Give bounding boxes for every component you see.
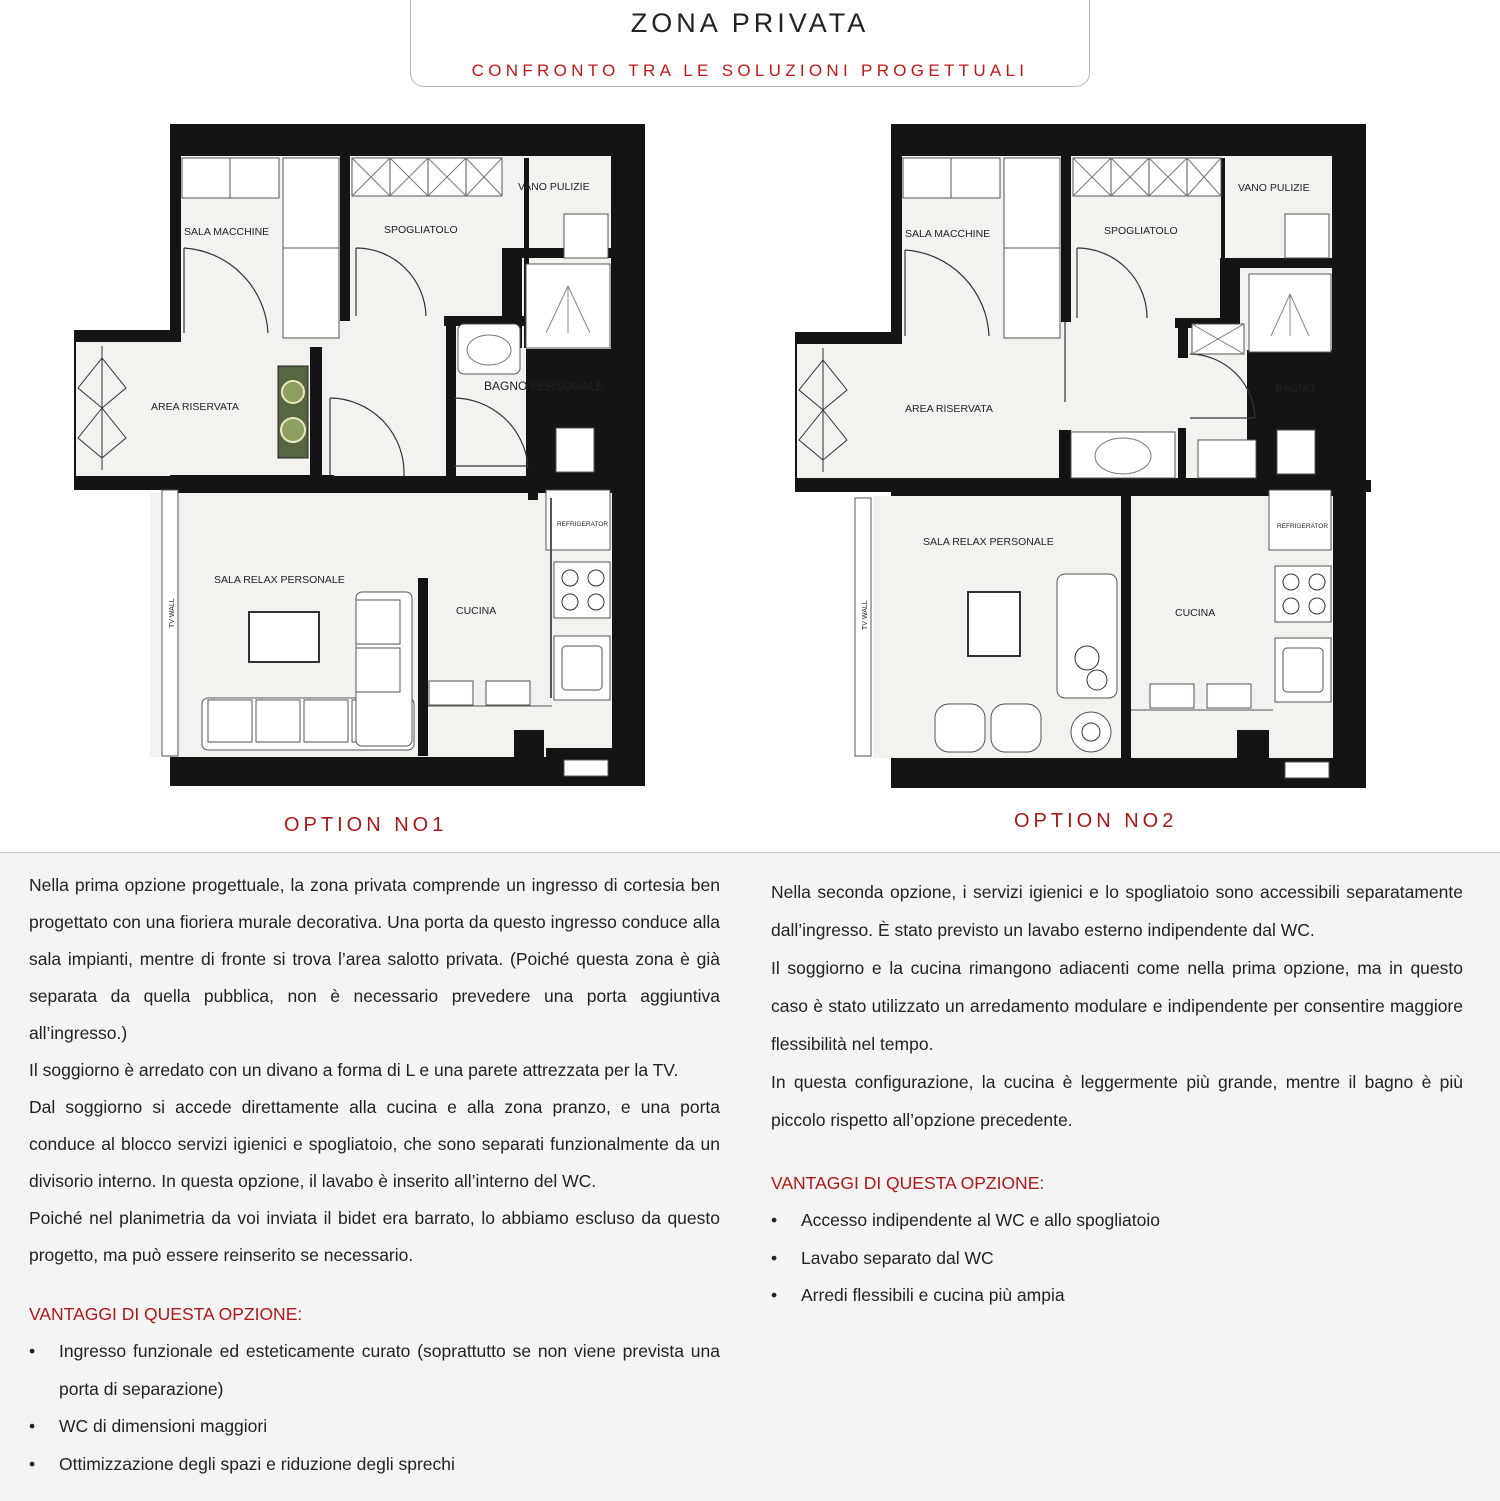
- room-label-refrigerator: REFRIGERATOR: [557, 521, 609, 528]
- room-label-bagno: BAGNO: [1275, 383, 1315, 395]
- floor-plan-option-2: [795, 118, 1371, 790]
- room-label-bagno: BAGNO PERSONALE: [484, 379, 605, 393]
- list-item: • Ingresso funzionale ed esteticamente curato (soprattutto se non viene prevista una porta di separazione): [29, 1333, 720, 1408]
- list-item: • Lavabo separato dal WC: [771, 1240, 1463, 1278]
- option-1-description: [29, 867, 720, 1483]
- option-1-advantages-title: VANTAGGI DI QUESTA OPZIONE:: [29, 1304, 303, 1324]
- room-label-tv-wall: TV WALL: [862, 600, 869, 630]
- floor-plan-option-1: [74, 118, 650, 790]
- room-label-spogliatolo: SPOGLIATOLO: [1104, 225, 1178, 237]
- header-box: [410, 0, 1090, 87]
- option-1-paragraph: Il soggiorno è arredato con un divano a forma di L e una parete attrezzata per la TV.: [29, 1060, 679, 1080]
- option-1-label: OPTION NO1: [284, 814, 448, 836]
- room-label-spogliatolo: SPOGLIATOLO: [384, 224, 458, 236]
- room-label-tv-wall: TV WALL: [169, 598, 176, 628]
- option-2-advantages-title: VANTAGGI DI QUESTA OPZIONE:: [771, 1173, 1045, 1193]
- option-2-advantages-list: [771, 1202, 1463, 1315]
- option-2-label: OPTION NO2: [1014, 810, 1178, 832]
- page-title: ZONA PRIVATA: [630, 8, 870, 38]
- option-2-description: [771, 873, 1463, 1315]
- room-label-area-riservata: AREA RISERVATA: [905, 403, 993, 415]
- option-1-advantages-list: [29, 1333, 720, 1483]
- room-label-vano-pulizie: VANO PULIZIE: [1238, 182, 1310, 194]
- room-label-sala-macchine: SALA MACCHINE: [184, 226, 270, 238]
- option-1-paragraph: Poiché nel planimetria da voi inviata il bidet era barrato, lo abbiamo escluso da questo progetto, ma può essere reinserito se necessario.: [29, 1208, 720, 1265]
- list-item: • Arredi flessibili e cucina più ampia: [771, 1277, 1463, 1315]
- room-label-sala-relax: SALA RELAX PERSONALE: [214, 574, 345, 586]
- option-1-paragraph: Dal soggiorno si accede direttamente alla cucina e alla zona pranzo, e una porta conduce al blocco servizi igienici e spogliatoio, che sono separati funzionalmente da un divisorio interno. In questa opzione, il lavabo è inserito all’interno del WC.: [29, 1097, 720, 1191]
- room-label-refrigerator: REFRIGERATOR: [1277, 523, 1329, 530]
- room-label-vano-pulizie: VANO PULIZIE: [518, 181, 590, 193]
- list-item: • Accesso indipendente al WC e allo spogliatoio: [771, 1202, 1463, 1240]
- list-item: • Ottimizzazione degli spazi e riduzione degli sprechi: [29, 1446, 720, 1484]
- room-label-cucina: CUCINA: [456, 605, 497, 617]
- room-label-area-riservata: AREA RISERVATA: [151, 401, 239, 413]
- option-2-paragraph: In questa configurazione, la cucina è leggermente più grande, mentre il bagno è più piccolo rispetto all’opzione precedente.: [771, 1072, 1463, 1130]
- option-1-paragraph: Nella prima opzione progettuale, la zona privata comprende un ingresso di cortesia ben progettato con una fioriera murale decorativa. Una porta da questo ingresso conduce alla sala impianti, mentre di fronte si trova l’area salotto privata. (Poiché questa zona è già separata da quella pubblica, non è necessario prevedere una porta aggiuntiva all’ingresso.): [29, 875, 720, 1043]
- room-label-cucina: CUCINA: [1175, 607, 1216, 619]
- room-label-sala-relax: SALA RELAX PERSONALE: [923, 536, 1054, 548]
- option-2-paragraph: Nella seconda opzione, i servizi igienici e lo spogliatoio sono accessibili separatamente dall’ingresso. È stato previsto un lavabo esterno indipendente dal WC.: [771, 882, 1463, 940]
- list-item: • WC di dimensioni maggiori: [29, 1408, 720, 1446]
- option-2-paragraph: Il soggiorno e la cucina rimangono adiacenti come nella prima opzione, ma in questo caso è stato utilizzato un arredamento modulare e indipendente per consentire maggiore flessibilità nel tempo.: [771, 958, 1463, 1054]
- room-label-sala-macchine: SALA MACCHINE: [905, 228, 991, 240]
- page-subtitle: CONFRONTO TRA LE SOLUZIONI PROGETTUALI: [471, 61, 1029, 80]
